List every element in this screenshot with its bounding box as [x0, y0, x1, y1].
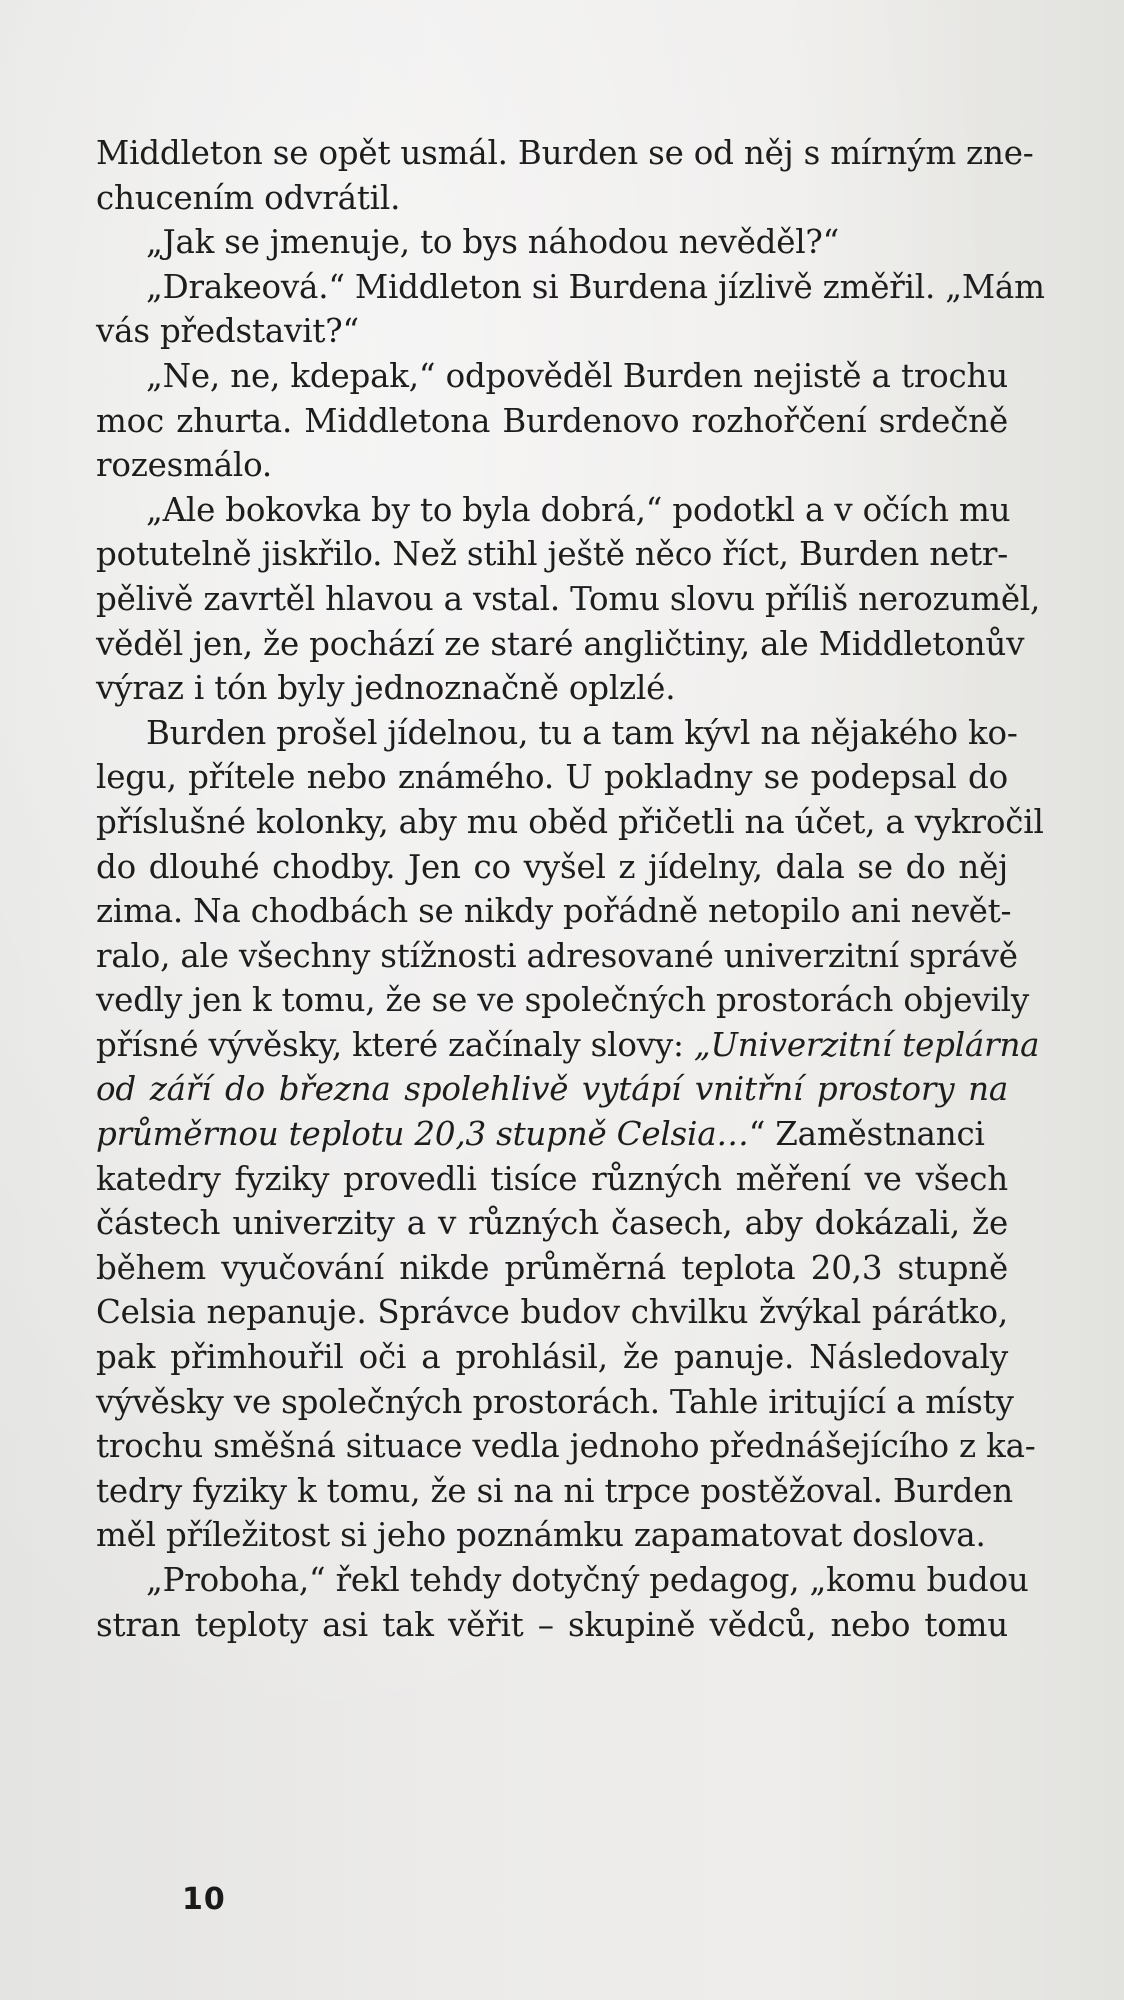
body-text — [96, 131, 1045, 1647]
text-line: moc zhurta. Middletona Burdenovo rozhořčení srdečně — [96, 401, 1008, 440]
quoted-notice: „Univerzitní teplárna — [693, 1025, 1040, 1064]
text-line: vývěsky ve společných prostorách. Tahle iritující a místy — [96, 1382, 1014, 1421]
text-line: vás představit?“ — [96, 312, 359, 351]
text-line: chucením odvrátil. — [96, 178, 401, 217]
text-segment: přísné vývěsky, které začínaly slovy: — [96, 1025, 694, 1064]
text-line: věděl jen, že pochází ze staré angličtiny, ale Middletonův — [96, 624, 1025, 663]
text-line: Celsia nepanuje. Správce budov chvilku žvýkal párátko, — [96, 1293, 1008, 1332]
text-line: měl příležitost si jeho poznámku zapamatovat doslova. — [96, 1516, 986, 1555]
text-line: tedry fyziky k tomu, že si na ni trpce postěžoval. Burden — [96, 1471, 1013, 1510]
text-line: pělivě zavrtěl hlavou a vstal. Tomu slovu příliš nerozuměl, — [96, 579, 1041, 618]
text-line: ralo, ale všechny stížnosti adresované univerzitní správě — [96, 936, 1018, 975]
text-line: vedly jen k tomu, že se ve společných prostorách objevily — [96, 981, 1029, 1020]
text-line: výraz i tón byly jednoznačně oplzlé. — [96, 669, 676, 708]
text-line: Middleton se opět usmál. Burden se od něj s mírným zne- — [96, 134, 1034, 172]
text-line: potutelně jiskřilo. Než stihl ještě něco říct, Burden netr- — [96, 535, 1008, 574]
text-segment: “ Zaměstnanci — [748, 1115, 985, 1154]
text-line: během vyučování nikde průměrná teplota 20,3 stupně — [96, 1248, 1008, 1287]
page-number: 10 — [182, 1882, 226, 1917]
text-line: příslušné kolonky, aby mu oběd přičetli na účet, a vykročil — [96, 802, 1044, 841]
text-line: katedry fyziky provedli tisíce různých měření ve všech — [96, 1159, 1008, 1198]
text-line: „Ne, ne, kdepak,“ odpověděl Burden nejistě a trochu — [146, 356, 1008, 395]
text-line — [96, 1112, 1008, 1157]
text-line: trochu směšná situace vedla jednoho přednášejícího z ka- — [96, 1427, 1036, 1466]
text-line: zima. Na chodbách se nikdy pořádně netopilo ani nevět- — [96, 892, 1012, 931]
text-line: legu, přítele nebo známého. U pokladny se podepsal do — [96, 758, 1008, 797]
text-line: rozesmálo. — [96, 446, 273, 485]
text-line: do dlouhé chodby. Jen co vyšel z jídelny, dala se do něj — [96, 847, 1008, 886]
text-line: Burden prošel jídelnou, tu a tam kývl na nějakého ko- — [146, 713, 1018, 752]
text-line: „Proboha,“ řekl tehdy dotyčný pedagog, „komu budou — [146, 1561, 1029, 1599]
text-line: stran teploty asi tak věřit – skupině vědců, nebo tomu — [96, 1605, 1008, 1644]
text-line: „Jak se jmenuje, to bys náhodou nevěděl?“ — [146, 223, 840, 262]
quoted-notice: průměrnou teplotu 20,3 stupně Celsia… — [96, 1115, 749, 1154]
text-line: od září do března spolehlivě vytápí vnitřní prostory na — [96, 1070, 1008, 1109]
text-line: pak přimhouřil oči a prohlásil, že panuje. Následovaly — [96, 1338, 1008, 1377]
text-line — [96, 1023, 1040, 1068]
text-line: částech univerzity a v různých časech, aby dokázali, že — [96, 1204, 1008, 1243]
text-line: „Ale bokovka by to byla dobrá,“ podotkl a v očích mu — [146, 490, 1011, 529]
text-line: „Drakeová.“ Middleton si Burdena jízlivě změřil. „Mám — [146, 267, 1045, 306]
